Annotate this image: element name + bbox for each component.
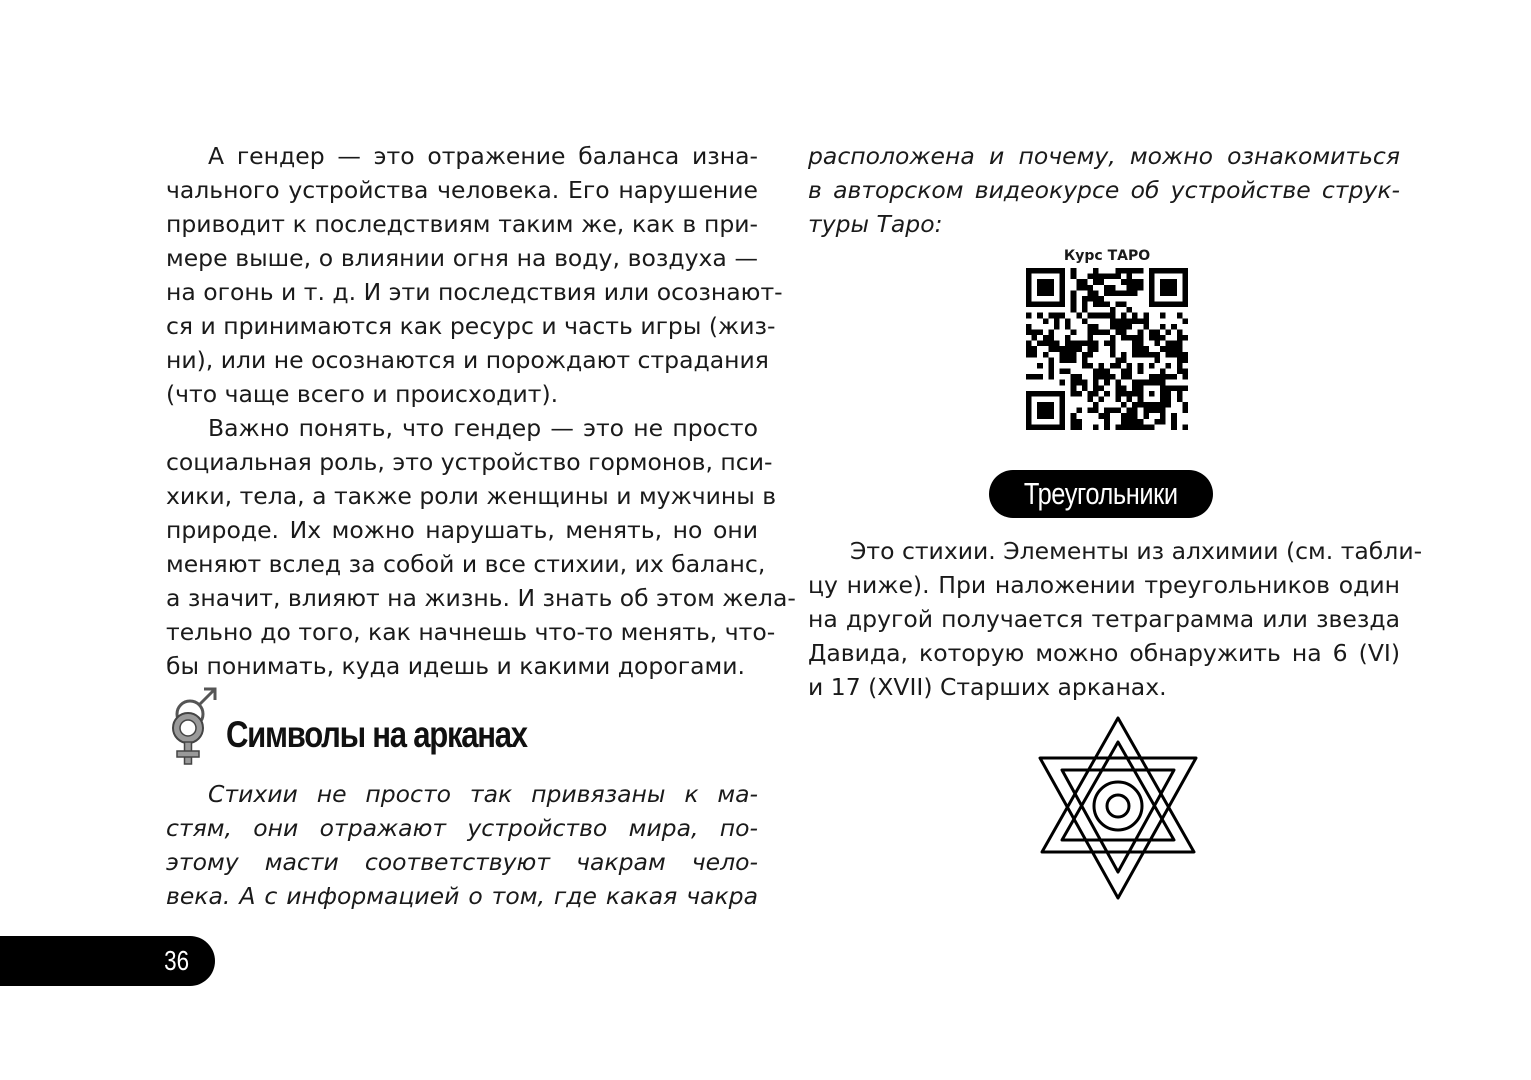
- text-line: а значит, влияют на жизнь. И знать об этом жела-: [166, 584, 796, 612]
- left-column: [166, 139, 796, 683]
- text-line: Давида, которую можно обнаружить на 6 (VI): [808, 639, 1400, 667]
- paragraph-elements: [808, 534, 1423, 704]
- text-line: тельно до того, как начнешь что-то менять, что-: [166, 618, 776, 646]
- star-of-david-icon: [1034, 712, 1202, 904]
- text-line: расположена и почему, можно ознакомиться: [808, 142, 1400, 170]
- text-line: цу ниже). При наложении треугольников один: [808, 571, 1400, 599]
- italic-paragraph-left: [166, 777, 758, 913]
- text-line: хики, тела, а также роли женщины и мужчины в: [166, 482, 777, 510]
- text-line: века. А с информацией о том, где какая чакра: [166, 882, 758, 910]
- qr-label: Курс ТАРО: [1063, 248, 1151, 264]
- text-line: (что чаще всего и происходит).: [166, 380, 559, 408]
- text-line: ся и принимаются как ресурс и часть игры (жиз-: [166, 312, 776, 340]
- qr-code-block: [1026, 246, 1188, 430]
- section-pill-triangles: [989, 470, 1213, 518]
- section-heading-text: Символы на арканах: [226, 714, 527, 755]
- text-line: этому масти соответствуют чакрам чело-: [166, 848, 758, 876]
- text-line: Стихии не просто так привязаны к ма-: [208, 780, 758, 808]
- section-heading-symbols: [166, 684, 586, 770]
- text-line: Важно понять, что гендер — это не просто: [208, 414, 758, 442]
- text-line: А гендер — это отражение баланса изна-: [208, 142, 758, 170]
- text-line: природе. Их можно нарушать, менять, но они: [166, 516, 758, 544]
- text-line: ни), или не осознаются и порождают страдания: [166, 346, 769, 374]
- qr-code[interactable]: [1026, 268, 1188, 430]
- italic-paragraph-right: [808, 139, 1400, 241]
- section-pill-text: Треугольники: [1024, 476, 1178, 511]
- text-line: в авторском видеокурсе об устройстве струк-: [808, 176, 1400, 204]
- paragraph-gender-not-role: [166, 411, 796, 683]
- text-line: мере выше, о влиянии огня на воду, воздуха —: [166, 244, 758, 272]
- text-line: социальная роль, это устройство гормонов, пси-: [166, 448, 773, 476]
- page-number: 36: [164, 945, 190, 976]
- page-number-tab: [0, 936, 215, 986]
- text-line: туры Таро:: [808, 210, 943, 238]
- paragraph-gender-balance: [166, 139, 783, 411]
- gender-symbol-icon: [166, 684, 222, 768]
- text-line: Это стихии. Элементы из алхимии (см. табли-: [850, 537, 1423, 565]
- text-line: бы понимать, куда идешь и какими дорогами.: [166, 652, 745, 680]
- text-line: меняют вслед за собой и все стихии, их баланс,: [166, 550, 766, 578]
- text-line: чального устройства человека. Его нарушение: [166, 176, 758, 204]
- text-line: стям, они отражают устройство мира, по-: [166, 814, 758, 842]
- text-line: на другой получается тетраграмма или звезда: [808, 605, 1400, 633]
- text-line: приводит к последствиям таким же, как в при-: [166, 210, 758, 238]
- text-line: и 17 (XVII) Старших арканах.: [808, 673, 1167, 701]
- text-line: на огонь и т. д. И эти последствия или осознают-: [166, 278, 783, 306]
